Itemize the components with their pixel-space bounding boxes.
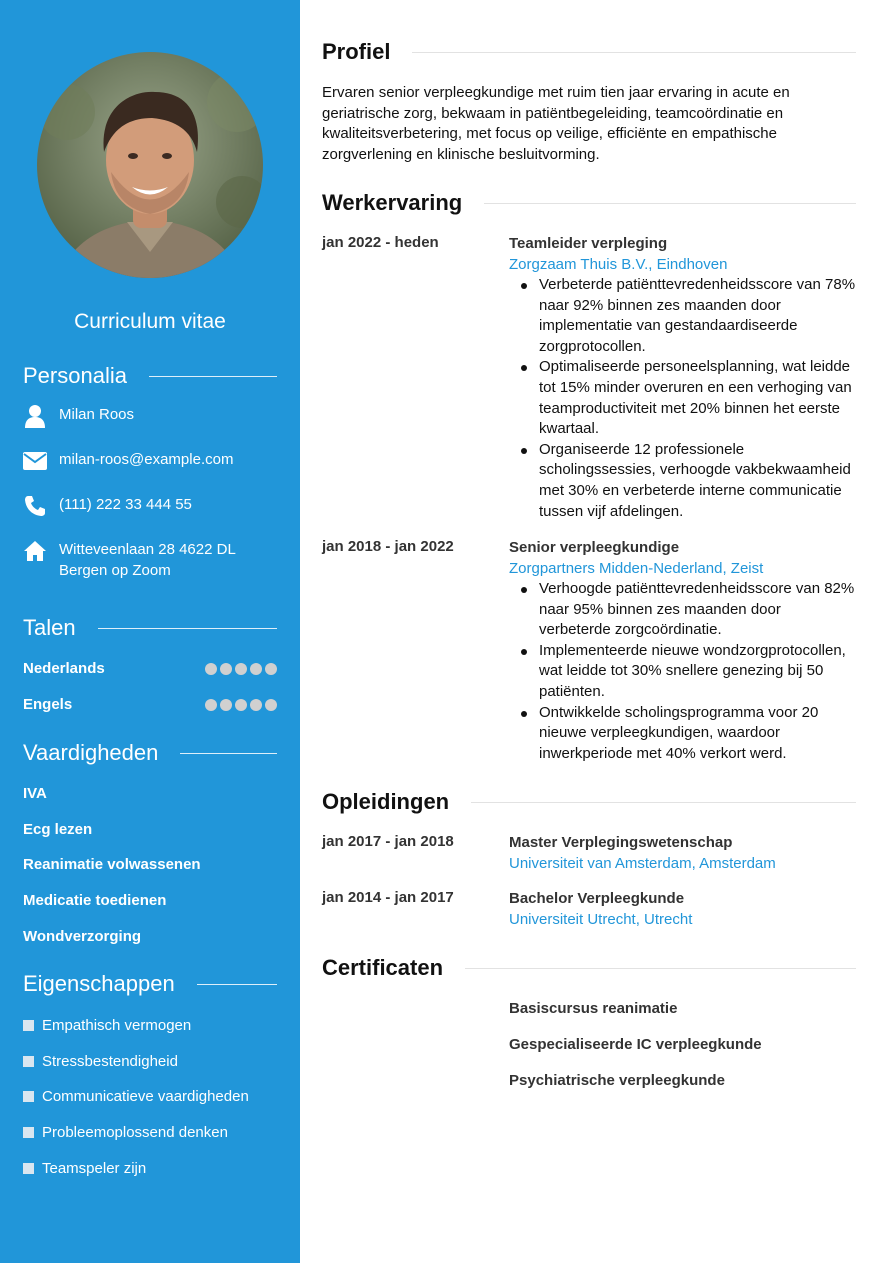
personalia-heading bbox=[23, 362, 277, 390]
profiel-heading bbox=[322, 39, 856, 65]
skill-item: Ecg lezen bbox=[23, 821, 93, 838]
certificaten-heading bbox=[322, 955, 856, 981]
work-bullet: Optimaliseerde personeelsplanning, wat leidde tot 15% minder overuren en een verhoging van teamproductiviteit met 20% binnen het eerste kwartaal. bbox=[539, 357, 856, 439]
eigenschappen-heading-text: Eigenschappen bbox=[23, 971, 175, 996]
work-bullets bbox=[509, 579, 856, 764]
trait-item bbox=[23, 1017, 191, 1034]
work-org: Zorgpartners Midden-Nederland, Zeist bbox=[509, 559, 764, 577]
skill-item: Medicatie toedienen bbox=[23, 892, 167, 909]
certificate-item: Psychiatrische verpleegkunde bbox=[509, 1072, 725, 1089]
square-bullet-icon bbox=[23, 1056, 34, 1067]
level-dot bbox=[220, 699, 232, 711]
person-icon bbox=[23, 404, 47, 428]
education-degree: Bachelor Verpleegkunde bbox=[509, 890, 685, 907]
language-row bbox=[23, 660, 277, 677]
eigenschappen-heading bbox=[23, 970, 277, 998]
work-bullets bbox=[509, 275, 856, 522]
education-degree: Master Verplegingswetenschap bbox=[509, 834, 733, 851]
language-row bbox=[23, 696, 277, 713]
skill-item: IVA bbox=[23, 785, 47, 802]
work-bullet: Ontwikkelde scholingsprogramma voor 20 nieuwe verpleegkundigen, waardoor inwerkperiode met 40% verkort werd. bbox=[539, 703, 856, 765]
talen-heading-text: Talen bbox=[23, 615, 76, 640]
education-school: Universiteit Utrecht, Utrecht bbox=[509, 910, 693, 928]
divider bbox=[465, 968, 856, 969]
work-role: Senior verpleegkundige bbox=[509, 539, 680, 556]
trait-text: Empathisch vermogen bbox=[42, 1017, 192, 1034]
contact-phone bbox=[23, 494, 259, 518]
level-dot bbox=[220, 663, 232, 675]
vaardigheden-heading-text: Vaardigheden bbox=[23, 740, 159, 765]
divider bbox=[180, 753, 277, 754]
level-dot bbox=[205, 663, 217, 675]
certificaten-heading-text: Certificaten bbox=[322, 955, 444, 980]
envelope-icon bbox=[23, 449, 47, 473]
portrait-photo bbox=[37, 52, 263, 278]
education-date: jan 2017 - jan 2018 bbox=[322, 833, 454, 850]
level-dot bbox=[265, 699, 277, 711]
trait-item bbox=[23, 1053, 178, 1070]
contact-email bbox=[23, 449, 259, 473]
certificate-item: Gespecialiseerde IC verpleegkunde bbox=[509, 1036, 762, 1053]
contact-address bbox=[23, 539, 259, 581]
level-dot bbox=[235, 699, 247, 711]
trait-item bbox=[23, 1124, 228, 1141]
divider bbox=[471, 802, 856, 803]
square-bullet-icon bbox=[23, 1020, 34, 1031]
main-content bbox=[322, 0, 856, 1263]
profile-text: Ervaren senior verpleegkundige met ruim tien jaar ervaring in acute en geriatrische zorg, bekwaam in patiëntbegeleiding, teamcoördinatie en kwaliteitsverbetering, met focus op veilige, efficiënte en empathische zorgverlening en klinische besluitvorming. bbox=[322, 84, 790, 163]
trait-text: Stressbestendigheid bbox=[42, 1053, 178, 1070]
cv-title: Curriculum vitae bbox=[74, 310, 226, 333]
level-dot bbox=[205, 699, 217, 711]
divider bbox=[149, 376, 277, 377]
werkervaring-heading bbox=[322, 190, 856, 216]
language-level-dots bbox=[205, 699, 277, 711]
work-org: Zorgzaam Thuis B.V., Eindhoven bbox=[509, 255, 728, 273]
work-date: jan 2018 - jan 2022 bbox=[322, 538, 454, 555]
language-name: Engels bbox=[23, 696, 73, 713]
trait-text: Communicatieve vaardigheden bbox=[42, 1088, 249, 1105]
education-body bbox=[509, 833, 856, 874]
work-body bbox=[509, 234, 856, 522]
personalia-section bbox=[23, 362, 277, 579]
education-school: Universiteit van Amsterdam, Amsterdam bbox=[509, 854, 776, 872]
phone-text[interactable]: (111) 222 33 444 55 bbox=[59, 496, 192, 513]
language-name: Nederlands bbox=[23, 660, 105, 677]
home-icon bbox=[23, 539, 47, 563]
avatar bbox=[37, 52, 263, 278]
work-date: jan 2022 - heden bbox=[322, 234, 439, 251]
work-body bbox=[509, 538, 856, 764]
eigenschappen-section bbox=[23, 970, 277, 1177]
vaardigheden-section bbox=[23, 739, 277, 945]
werkervaring-heading-text: Werkervaring bbox=[322, 190, 463, 215]
level-dot bbox=[250, 699, 262, 711]
work-bullet: Implementeerde nieuwe wondzorgprotocollen, wat leidde tot 30% snellere genezing bij 50 patiënten. bbox=[539, 641, 856, 703]
square-bullet-icon bbox=[23, 1127, 34, 1138]
vaardigheden-heading bbox=[23, 739, 277, 767]
square-bullet-icon bbox=[23, 1163, 34, 1174]
work-bullet: Verhoogde patiënttevredenheidsscore van 82% naar 95% binnen zes maanden door verbeterde zorgcoördinatie. bbox=[539, 579, 856, 641]
contact-name bbox=[23, 404, 259, 428]
profiel-heading-text: Profiel bbox=[322, 39, 391, 64]
address-text: Witteveenlaan 28 4622 DL Bergen op Zoom bbox=[59, 541, 236, 579]
square-bullet-icon bbox=[23, 1091, 34, 1102]
divider bbox=[412, 52, 856, 53]
level-dot bbox=[250, 663, 262, 675]
trait-text: Probleemoplossend denken bbox=[42, 1124, 228, 1141]
skill-item: Wondverzorging bbox=[23, 928, 142, 945]
sidebar bbox=[0, 0, 300, 1263]
talen-section bbox=[23, 614, 277, 713]
work-bullet: Verbeterde patiënttevredenheidsscore van 78% naar 92% binnen zes maanden door implementatie van gestandaardiseerde zorgprotocollen. bbox=[539, 275, 856, 357]
trait-item bbox=[23, 1088, 249, 1105]
work-role: Teamleider verpleging bbox=[509, 235, 668, 252]
education-date: jan 2014 - jan 2017 bbox=[322, 889, 454, 906]
certificate-item: Basiscursus reanimatie bbox=[509, 1000, 678, 1017]
personalia-heading-text: Personalia bbox=[23, 363, 127, 388]
divider bbox=[197, 984, 277, 985]
phone-icon bbox=[23, 494, 47, 518]
divider bbox=[98, 628, 277, 629]
trait-item bbox=[23, 1160, 146, 1177]
level-dot bbox=[235, 663, 247, 675]
trait-text: Teamspeler zijn bbox=[42, 1160, 147, 1177]
name-text: Milan Roos bbox=[59, 406, 135, 423]
skill-item: Reanimatie volwassenen bbox=[23, 856, 201, 873]
opleidingen-heading bbox=[322, 789, 856, 815]
work-bullet: Organiseerde 12 professionele scholingssessies, verhoogde vakbekwaamheid met 30% en verbeterde interne communicatie tussen vijf afdelingen. bbox=[539, 440, 856, 522]
education-body bbox=[509, 889, 856, 930]
level-dot bbox=[265, 663, 277, 675]
opleidingen-heading-text: Opleidingen bbox=[322, 789, 450, 814]
divider bbox=[484, 203, 856, 204]
email-text[interactable]: milan-roos@example.com bbox=[59, 451, 234, 468]
language-level-dots bbox=[205, 663, 277, 675]
talen-heading bbox=[23, 614, 277, 642]
